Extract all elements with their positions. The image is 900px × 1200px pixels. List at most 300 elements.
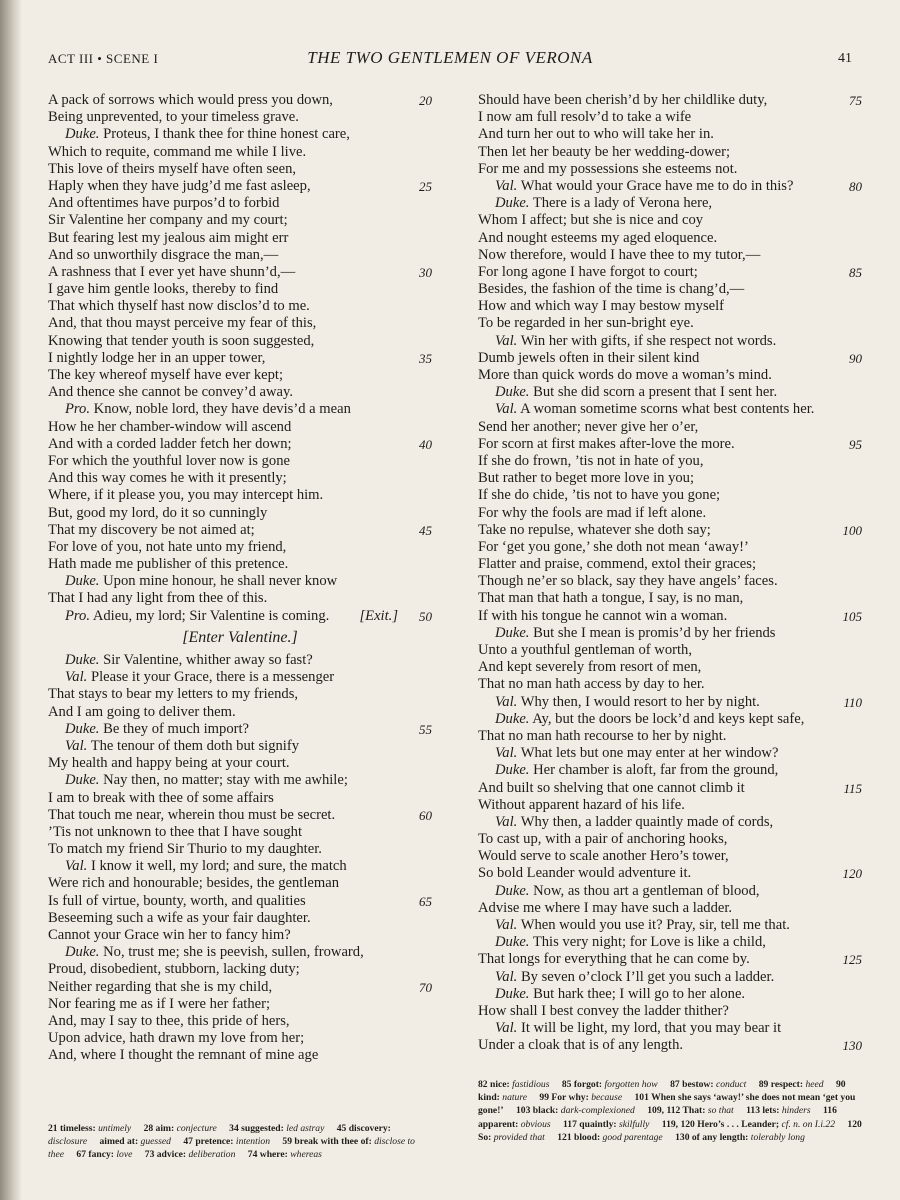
line-number: 125: [842, 952, 862, 968]
line-text: That no man hath recourse to her by night.: [478, 727, 727, 744]
speaker-name: Duke.: [495, 934, 530, 951]
line-text: This very night; for Love is like a child,: [532, 934, 766, 951]
line-text: And built so shelving that one cannot climb it: [478, 779, 745, 796]
footnote: [746, 1105, 811, 1116]
footnote-ref: 85 forgot:: [561, 1079, 603, 1090]
speaker-name: Duke.: [495, 710, 530, 727]
line-text: That no man hath access by day to her.: [478, 676, 705, 693]
verse-line: [48, 470, 432, 487]
verse-line: [48, 875, 432, 892]
line-text: But hark thee; I will go to her alone.: [533, 985, 746, 1002]
stage-direction: [Enter Valentine.]: [182, 628, 298, 646]
speaker-name: Duke.: [495, 624, 530, 641]
line-text: And oftentimes have purpos’d to forbid: [48, 195, 280, 212]
footnote: [662, 1119, 835, 1130]
line-text: For long agone I have forgot to court;: [478, 263, 698, 280]
verse-line: [48, 755, 432, 772]
verse-line: [48, 573, 432, 590]
footnote-gloss: dark-complexioned: [560, 1105, 635, 1117]
footnote-gloss: fastidious: [512, 1079, 550, 1090]
footnote-ref: 67 fancy:: [76, 1149, 114, 1161]
speaker-name: Val.: [495, 813, 518, 830]
line-text: That touch me near, wherein thou must be secret.: [48, 806, 336, 823]
verse-line: [478, 642, 862, 659]
line-text: Would serve to scale another Hero’s tower,: [478, 848, 729, 865]
verse-line: [478, 144, 862, 161]
verse-line: [478, 212, 862, 229]
footnote-ref: 121 blood:: [557, 1131, 601, 1143]
footnote-ref: 130 of any length:: [675, 1131, 749, 1143]
line-text: Adieu, my lord; Sir Valentine is coming.: [92, 607, 330, 624]
line-text: Know, noble lord, they have devis’d a mean: [93, 401, 351, 418]
line-text: Though ne’er so black, say they have angels’ faces.: [478, 573, 778, 590]
footnote: [539, 1092, 622, 1103]
footnote: [76, 1149, 132, 1160]
verse-line: [478, 883, 862, 900]
line-number: 65: [419, 893, 432, 909]
footnote-ref: 21 timeless:: [48, 1123, 96, 1134]
footnote-gloss: heed: [805, 1079, 824, 1090]
verse-line: [478, 230, 862, 247]
verse-line: [478, 711, 862, 728]
verse-line: [478, 986, 862, 1003]
speaker-name: Val.: [495, 177, 518, 194]
footnote: [144, 1123, 217, 1134]
line-text: There is a lady of Verona here,: [532, 195, 713, 212]
line-text: Advise me where I may have such a ladder.: [478, 899, 733, 916]
line-text: Why then, a ladder quaintly made of cords,: [520, 813, 774, 830]
verse-line: [48, 1030, 432, 1047]
line-text: And thence she cannot be convey’d away.: [48, 384, 294, 401]
verse-line: [48, 590, 432, 607]
verse-line: [478, 470, 862, 487]
line-text: Now therefore, would I have thee to my tutor,—: [478, 246, 761, 263]
left-text-column: [48, 92, 432, 1065]
line-text: I nightly lodge her in an upper tower,: [48, 349, 266, 366]
line-text: That man that hath a tongue, I say, is no man,: [478, 590, 744, 607]
footnote-gloss: nature: [502, 1092, 527, 1104]
footnote-gloss: so that: [707, 1105, 734, 1117]
footnote-gloss: good parentage: [602, 1131, 663, 1143]
verse-line: [478, 401, 862, 418]
verse-line: [48, 790, 432, 807]
speaker-name: Val.: [495, 693, 518, 710]
page-title: THE TWO GENTLEMEN OF VERONA: [307, 48, 593, 67]
verse-line: [48, 824, 432, 841]
line-number: 120: [842, 866, 862, 882]
line-text: A woman sometime scorns what best contents her.: [520, 401, 815, 418]
speaker-name: Duke.: [65, 772, 100, 789]
line-text: And, that thou mayst perceive my fear of this,: [48, 315, 317, 332]
verse-line: [478, 590, 862, 607]
line-text: And, may I say to thee, this pride of hers,: [48, 1012, 290, 1029]
line-text: Beseeming such a wife as your fair daughter.: [48, 909, 311, 926]
line-text: The key whereof myself have ever kept;: [48, 367, 284, 383]
line-text: Be they of much import?: [103, 720, 250, 737]
verse-line: [478, 608, 862, 625]
verse-line: [478, 315, 862, 332]
verse-line: [48, 350, 432, 367]
verse-line: [478, 694, 862, 711]
line-number: 30: [419, 264, 432, 280]
right-text-column: [478, 92, 862, 1055]
verse-line: [48, 333, 432, 350]
footnote-gloss: untimely: [98, 1123, 132, 1134]
verse-line: [478, 436, 862, 453]
line-text: Under a cloak that is of any length.: [478, 1037, 684, 1054]
line-text: For love of you, not hate unto my friend,: [48, 538, 287, 555]
line-text: And I am going to deliver them.: [48, 703, 236, 720]
verse-line: [48, 109, 432, 126]
verse-line: [48, 315, 432, 332]
speaker-name: Duke.: [495, 882, 530, 899]
verse-line: [478, 745, 862, 762]
line-text: Upon advice, hath drawn my love from her;: [48, 1030, 305, 1047]
footnote-ref: 34 suggested:: [229, 1123, 284, 1134]
speaker-name: Duke.: [65, 944, 100, 961]
verse-line: [48, 669, 432, 686]
line-number: 60: [419, 807, 432, 823]
line-text: Send her another; never give her o’er,: [478, 418, 699, 435]
line-text: No, trust me; she is peevish, sullen, froward,: [103, 944, 364, 961]
verse-line: [48, 230, 432, 247]
verse-line: [48, 772, 432, 789]
footnote: [675, 1132, 805, 1143]
verse-line: [478, 161, 862, 178]
footnote-gloss: disclose to thee: [48, 1136, 415, 1161]
verse-line: [48, 807, 432, 824]
verse-line: [48, 144, 432, 161]
verse-line: [48, 505, 432, 522]
footnote-gloss: tolerably long: [750, 1131, 805, 1143]
footnote-ref: 101 When she says ‘away!’ she does not mean ‘get you gone!’: [478, 1092, 856, 1117]
line-text: This love of theirs myself have often seen,: [48, 160, 297, 177]
line-text: For why the fools are mad if left alone.: [478, 504, 707, 521]
footnote-ref: 109, 112 That:: [647, 1105, 706, 1117]
line-text: And, where I thought the remnant of mine age: [48, 1047, 319, 1064]
footnote-ref: 45 discovery:: [336, 1123, 391, 1134]
verse-line: [48, 979, 432, 996]
verse-line: [48, 704, 432, 721]
line-text: If with his tongue he cannot win a woman.: [478, 607, 728, 624]
footnote-gloss: love: [116, 1149, 133, 1161]
line-text: Where, if it please you, you may intercept him.: [48, 487, 324, 504]
line-text: But rather to beget more love in you;: [478, 470, 695, 487]
line-text: To cast up, with a pair of anchoring hooks,: [478, 831, 728, 848]
line-number: 130: [842, 1038, 862, 1054]
line-text: And this way comes he with it presently;: [48, 470, 287, 487]
verse-line: [48, 92, 432, 109]
line-text: Were rich and honourable; besides, the gentleman: [48, 875, 339, 892]
line-text: That my discovery be not aimed at;: [48, 521, 255, 538]
footnote: [562, 1079, 658, 1090]
speaker-name: Val.: [495, 968, 518, 985]
speaker-name: Val.: [65, 858, 88, 875]
speaker-name: Val.: [495, 745, 518, 762]
verse-line: [478, 539, 862, 556]
line-text: Haply when they have judg’d me fast asleep,: [48, 177, 311, 194]
line-text: A rashness that I ever yet have shunn’d,—: [48, 263, 296, 280]
verse-line: [48, 436, 432, 453]
speaker-name: Duke.: [65, 573, 100, 590]
verse-line: [48, 522, 432, 539]
speaker-name: Duke.: [65, 652, 100, 668]
footnote-ref: 82 nice:: [478, 1079, 510, 1090]
line-text: Sir Valentine her company and my court;: [48, 212, 288, 229]
speaker-name: Duke.: [495, 384, 530, 401]
line-text: Win her with gifts, if she respect not words.: [520, 332, 777, 349]
speaker-name: Duke.: [65, 720, 100, 737]
line-text: The tenour of them doth but signify: [90, 737, 300, 754]
verse-line: [478, 1020, 862, 1037]
verse-line: [478, 298, 862, 315]
footnote-gloss: provided that: [493, 1131, 545, 1143]
verse-line: [478, 1003, 862, 1020]
speaker-name: Duke.: [495, 762, 530, 779]
footnote: [557, 1132, 662, 1143]
footnote: [478, 1079, 549, 1090]
act-scene-label: ACT III • SCENE I: [48, 51, 159, 66]
verse-line: [48, 927, 432, 944]
line-text: By seven o’clock I’ll get you such a ladder.: [520, 968, 775, 985]
line-text: That stays to bear my letters to my friends,: [48, 686, 299, 703]
footnote-ref: 47 pretence:: [183, 1136, 234, 1148]
line-text: To match my friend Sir Thurio to my daughter.: [48, 841, 322, 858]
line-text: Take no repulse, whatever she doth say;: [478, 521, 711, 538]
line-text: For scorn at first makes after-love the more.: [478, 435, 735, 452]
verse-line: [48, 281, 432, 298]
verse-line: [478, 333, 862, 350]
line-number: 20: [419, 93, 432, 108]
footnote-gloss: obvious: [520, 1118, 551, 1130]
line-number: 50: [419, 608, 432, 624]
line-text: Nay then, no matter; stay with me awhile;: [103, 772, 348, 789]
line-text: Being unprevented, to your timeless grave.: [48, 109, 299, 126]
speaker-name: Val.: [495, 401, 518, 418]
line-text: Now, as thou art a gentleman of blood,: [533, 882, 760, 899]
line-text: What lets but one may enter at her window?: [520, 745, 779, 762]
line-text: How shall I best convey the ladder thither?: [478, 1002, 729, 1019]
line-text: But fearing lest my jealous aim might err: [48, 229, 289, 246]
footnote: [248, 1149, 322, 1160]
line-text: Sir Valentine, whither away so fast?: [103, 652, 313, 668]
footnotes-right: [478, 1078, 862, 1144]
footnote-gloss: guessed: [140, 1136, 171, 1148]
verse-line: [48, 384, 432, 401]
running-header: [48, 48, 852, 72]
footnote: [100, 1136, 171, 1147]
footnote-gloss: deliberation: [188, 1149, 236, 1161]
speaker-name: Val.: [65, 737, 88, 754]
verse-line: [48, 652, 432, 669]
verse-line: [478, 625, 862, 642]
line-text: So bold Leander would adventure it.: [478, 865, 692, 882]
footnote-ref: 117 quaintly:: [563, 1118, 617, 1130]
line-text: A pack of sorrows which would press you down,: [48, 92, 333, 108]
verse-line: [48, 556, 432, 573]
verse-line: [48, 686, 432, 703]
speaker-name: Pro.: [65, 401, 90, 418]
verse-line: [48, 944, 432, 961]
footnote: [647, 1105, 733, 1116]
verse-line: [478, 281, 862, 298]
line-text: That which thyself hast now disclos’d to me.: [48, 298, 310, 315]
line-text: Dumb jewels often in their silent kind: [478, 349, 700, 366]
footnote: [183, 1136, 270, 1147]
verse-line: [48, 419, 432, 436]
footnote-ref: 119, 120 Hero’s . . . Leander;: [661, 1118, 780, 1130]
verse-line: [478, 419, 862, 436]
line-text: For me and my possessions she esteems not.: [478, 160, 738, 177]
verse-line: [48, 910, 432, 927]
line-text: And kept severely from resort of men,: [478, 659, 702, 676]
footnote: [670, 1079, 746, 1090]
footnote: [145, 1149, 236, 1160]
verse-line: [48, 264, 432, 281]
line-number: 55: [419, 721, 432, 737]
verse-line: [478, 951, 862, 968]
verse-line: [48, 996, 432, 1013]
verse-line: [478, 934, 862, 951]
footnote-ref: 116 apparent:: [478, 1105, 837, 1130]
verse-line: [478, 917, 862, 934]
footnote: [563, 1119, 649, 1130]
verse-line: [478, 109, 862, 126]
verse-line: [48, 608, 432, 625]
footnote-ref: 28 aim:: [143, 1123, 175, 1134]
verse-line: [478, 505, 862, 522]
verse-line: [48, 212, 432, 229]
verse-line: [478, 659, 862, 676]
footnote: [759, 1079, 824, 1090]
line-text: Unto a youthful gentleman of worth,: [478, 642, 692, 658]
line-text: Neither regarding that she is my child,: [48, 978, 273, 995]
footnote-ref: 59 break with thee of:: [282, 1136, 372, 1148]
line-number: 80: [849, 178, 862, 194]
verse-line: [478, 728, 862, 745]
verse-line: [48, 178, 432, 195]
line-text: Without apparent hazard of his life.: [478, 796, 685, 813]
speaker-name: Val.: [65, 669, 88, 686]
speaker-name: Duke.: [495, 985, 530, 1002]
verse-line: [48, 195, 432, 212]
line-number: 35: [419, 350, 432, 366]
verse-line: [48, 1013, 432, 1030]
line-text: Please it your Grace, there is a messenger: [90, 669, 335, 686]
footnote-gloss: whereas: [290, 1149, 322, 1161]
line-text: Whom I affect; but she is nice and coy: [478, 212, 704, 229]
footnote-gloss: led astray: [286, 1123, 325, 1134]
footnote-gloss: because: [591, 1092, 623, 1104]
verse-line: [48, 401, 432, 418]
line-text: Proud, disobedient, stubborn, lacking duty;: [48, 961, 300, 978]
verse-line: [48, 298, 432, 315]
line-text: But she I mean is promis’d by her friends: [533, 624, 776, 641]
footnote-ref: 113 lets:: [746, 1105, 780, 1117]
line-text: Hath made me publisher of this pretence.: [48, 556, 289, 573]
footnote-ref: 74 where:: [247, 1149, 288, 1161]
verse-line: [48, 126, 432, 143]
line-number: 110: [843, 694, 862, 710]
footnote: [516, 1105, 635, 1116]
verse-line: [478, 900, 862, 917]
line-text: For ‘get you gone,’ she doth not mean ‘away!’: [478, 538, 749, 555]
verse-line: [478, 848, 862, 865]
speaker-name: Val.: [495, 332, 518, 349]
verse-line: [478, 522, 862, 539]
verse-line: [48, 893, 432, 910]
line-text: ’Tis not unknown to thee that I have sought: [48, 823, 303, 840]
verse-line: [48, 738, 432, 755]
speaker-name: Pro.: [65, 607, 90, 624]
line-text: To be regarded in her sun-bright eye.: [478, 315, 694, 332]
speaker-name: Duke.: [495, 195, 530, 212]
line-text: It will be light, my lord, that you may bear it: [520, 1020, 782, 1037]
line-text: And nought esteems my aged eloquence.: [478, 229, 718, 246]
verse-line: [478, 264, 862, 281]
page-gutter-shadow: [0, 0, 22, 1200]
line-text: I now am full resolv’d to take a wife: [478, 109, 692, 126]
line-text: But she did scorn a present that I sent her.: [533, 384, 778, 401]
page-number: 41: [838, 51, 852, 66]
verse-line: [478, 573, 862, 590]
line-text: And turn her out to who will take her in.: [478, 126, 714, 143]
line-text: Should have been cherish’d by her childlike duty,: [478, 92, 768, 108]
footnote-gloss: conduct: [715, 1079, 747, 1090]
footnote-gloss: conjecture: [176, 1123, 217, 1134]
line-text: Upon mine honour, he shall never know: [103, 573, 338, 590]
line-text: Ay, but the doors be lock’d and keys kept safe,: [532, 710, 805, 727]
line-text: I know it well, my lord; and sure, the match: [90, 858, 347, 875]
line-text: What would your Grace have me to do in this?: [520, 177, 794, 194]
verse-line: [48, 453, 432, 470]
verse-line: [478, 350, 862, 367]
footnote-gloss: hinders: [781, 1105, 811, 1117]
verse-line: [478, 797, 862, 814]
line-text: My health and happy being at your court.: [48, 755, 290, 772]
verse-line: [478, 453, 862, 470]
speaker-name: Val.: [495, 1020, 518, 1037]
verse-line: [478, 676, 862, 693]
footnote: [48, 1123, 131, 1134]
verse-line: [48, 247, 432, 264]
line-text: Then let her beauty be her wedding-dower;: [478, 143, 731, 160]
verse-line: [478, 247, 862, 264]
footnote-gloss: disclosure: [48, 1136, 88, 1148]
line-text: How he her chamber-window will ascend: [48, 418, 292, 435]
verse-line: [48, 721, 432, 738]
line-number: 40: [419, 436, 432, 452]
line-text: If she do frown, ’tis not in hate of you,: [478, 452, 704, 469]
verse-line: [478, 92, 862, 109]
verse-line: [478, 814, 862, 831]
footnotes-left: [48, 1122, 432, 1162]
footnote-ref: 103 black:: [515, 1105, 559, 1117]
line-text: That I had any light from thee of this.: [48, 590, 268, 607]
verse-line: [478, 865, 862, 882]
line-text: More than quick words do move a woman’s mind.: [478, 367, 772, 383]
verse-line: [48, 487, 432, 504]
verse-line: [48, 1047, 432, 1064]
line-text: Knowing that tender youth is soon suggested,: [48, 332, 315, 349]
line-text: I gave him gentle looks, thereby to find: [48, 281, 279, 298]
verse-line: [478, 178, 862, 195]
footnote-gloss: intention: [235, 1136, 271, 1148]
line-text: If she do chide, ’tis not to have you gone;: [478, 487, 721, 504]
footnote: [229, 1123, 324, 1134]
line-number: 95: [849, 436, 862, 452]
line-text: Cannot your Grace win her to fancy him?: [48, 927, 291, 943]
